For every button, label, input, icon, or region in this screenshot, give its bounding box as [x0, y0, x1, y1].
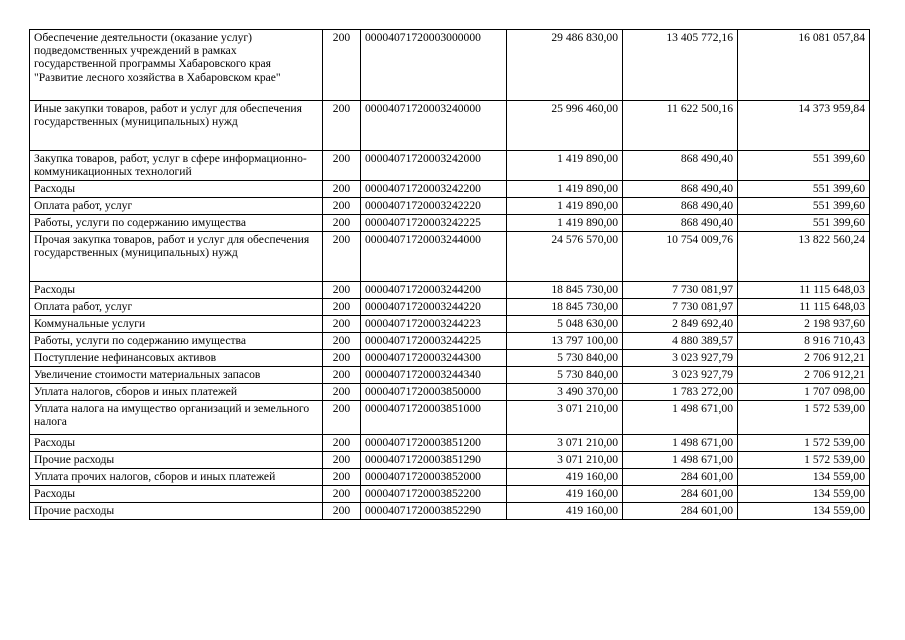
cell-executed-amount: 7 730 081,97: [623, 299, 738, 316]
cell-approved-amount: 3 071 210,00: [507, 452, 623, 469]
cell-executed-amount: 3 023 927,79: [623, 350, 738, 367]
cell-approved-amount: 1 419 890,00: [507, 198, 623, 215]
budget-execution-table: [29, 29, 870, 520]
cell-line-code: 200: [323, 401, 361, 435]
cell-line-code: 200: [323, 316, 361, 333]
cell-executed-amount: 10 754 009,76: [623, 232, 738, 282]
cell-executed-amount: 868 490,40: [623, 151, 738, 181]
cell-unexecuted-amount: 14 373 959,84: [738, 101, 870, 151]
table-row: [30, 435, 870, 452]
table-row: [30, 299, 870, 316]
cell-unexecuted-amount: 1 572 539,00: [738, 435, 870, 452]
cell-unexecuted-amount: 1 572 539,00: [738, 452, 870, 469]
table-row: [30, 181, 870, 198]
cell-unexecuted-amount: 134 559,00: [738, 486, 870, 503]
cell-name: Работы, услуги по содержанию имущества: [30, 333, 323, 350]
table-row: [30, 486, 870, 503]
cell-unexecuted-amount: 551 399,60: [738, 181, 870, 198]
cell-line-code: 200: [323, 101, 361, 151]
cell-unexecuted-amount: 551 399,60: [738, 198, 870, 215]
cell-executed-amount: 284 601,00: [623, 486, 738, 503]
cell-name: Увеличение стоимости материальных запасов: [30, 367, 323, 384]
cell-name: Поступление нефинансовых активов: [30, 350, 323, 367]
cell-line-code: 200: [323, 350, 361, 367]
table-row: [30, 384, 870, 401]
cell-name: Прочая закупка товаров, работ и услуг для обеспечения государственных (муниципальных) нужд: [30, 232, 323, 282]
cell-executed-amount: 7 730 081,97: [623, 282, 738, 299]
cell-approved-amount: 24 576 570,00: [507, 232, 623, 282]
cell-line-code: 200: [323, 30, 361, 101]
cell-budget-classification-code: 00004071720003244225: [361, 333, 507, 350]
cell-budget-classification-code: 00004071720003244000: [361, 232, 507, 282]
cell-line-code: 200: [323, 282, 361, 299]
cell-line-code: 200: [323, 452, 361, 469]
table-row: [30, 151, 870, 181]
cell-budget-classification-code: 00004071720003242225: [361, 215, 507, 232]
cell-budget-classification-code: 00004071720003000000: [361, 30, 507, 101]
cell-line-code: 200: [323, 232, 361, 282]
cell-name: Оплата работ, услуг: [30, 198, 323, 215]
cell-executed-amount: 11 622 500,16: [623, 101, 738, 151]
cell-unexecuted-amount: 13 822 560,24: [738, 232, 870, 282]
cell-name: Иные закупки товаров, работ и услуг для обеспечения государственных (муниципальных) нужд: [30, 101, 323, 151]
cell-executed-amount: 868 490,40: [623, 198, 738, 215]
cell-budget-classification-code: 00004071720003851200: [361, 435, 507, 452]
cell-executed-amount: 868 490,40: [623, 215, 738, 232]
cell-line-code: 200: [323, 215, 361, 232]
cell-approved-amount: 13 797 100,00: [507, 333, 623, 350]
cell-name: Прочие расходы: [30, 452, 323, 469]
cell-budget-classification-code: 00004071720003244223: [361, 316, 507, 333]
cell-unexecuted-amount: 11 115 648,03: [738, 299, 870, 316]
cell-executed-amount: 4 880 389,57: [623, 333, 738, 350]
cell-budget-classification-code: 00004071720003244300: [361, 350, 507, 367]
table-row: [30, 101, 870, 151]
cell-approved-amount: 419 160,00: [507, 486, 623, 503]
table-row: [30, 452, 870, 469]
cell-executed-amount: 1 498 671,00: [623, 452, 738, 469]
cell-name: Прочие расходы: [30, 503, 323, 520]
cell-unexecuted-amount: 1 572 539,00: [738, 401, 870, 435]
cell-line-code: 200: [323, 503, 361, 520]
cell-executed-amount: 1 783 272,00: [623, 384, 738, 401]
cell-name: Оплата работ, услуг: [30, 299, 323, 316]
table-row: [30, 232, 870, 282]
cell-executed-amount: 13 405 772,16: [623, 30, 738, 101]
cell-unexecuted-amount: 134 559,00: [738, 503, 870, 520]
table-row: [30, 198, 870, 215]
cell-executed-amount: 868 490,40: [623, 181, 738, 198]
cell-budget-classification-code: 00004071720003852200: [361, 486, 507, 503]
cell-budget-classification-code: 00004071720003852290: [361, 503, 507, 520]
table-row: [30, 215, 870, 232]
cell-executed-amount: 2 849 692,40: [623, 316, 738, 333]
cell-line-code: 200: [323, 299, 361, 316]
cell-approved-amount: 5 730 840,00: [507, 367, 623, 384]
cell-line-code: 200: [323, 181, 361, 198]
cell-approved-amount: 3 490 370,00: [507, 384, 623, 401]
cell-approved-amount: 1 419 890,00: [507, 215, 623, 232]
cell-name: Расходы: [30, 282, 323, 299]
cell-approved-amount: 18 845 730,00: [507, 282, 623, 299]
cell-budget-classification-code: 00004071720003240000: [361, 101, 507, 151]
cell-unexecuted-amount: 2 706 912,21: [738, 350, 870, 367]
cell-unexecuted-amount: 134 559,00: [738, 469, 870, 486]
cell-budget-classification-code: 00004071720003244340: [361, 367, 507, 384]
table-row: [30, 367, 870, 384]
cell-approved-amount: 29 486 830,00: [507, 30, 623, 101]
cell-line-code: 200: [323, 486, 361, 503]
cell-budget-classification-code: 00004071720003244200: [361, 282, 507, 299]
cell-executed-amount: 284 601,00: [623, 469, 738, 486]
cell-name: Работы, услуги по содержанию имущества: [30, 215, 323, 232]
cell-line-code: 200: [323, 151, 361, 181]
cell-name: Расходы: [30, 486, 323, 503]
table-row: [30, 503, 870, 520]
cell-unexecuted-amount: 551 399,60: [738, 151, 870, 181]
table-row: [30, 333, 870, 350]
cell-budget-classification-code: 00004071720003242220: [361, 198, 507, 215]
cell-approved-amount: 18 845 730,00: [507, 299, 623, 316]
table-row: [30, 401, 870, 435]
cell-name: Обеспечение деятельности (оказание услуг) подведомственных учреждений в рамках государственной программы Хабаровского края "Развитие лесного хозяйства в Хабаровском крае": [30, 30, 323, 101]
cell-budget-classification-code: 00004071720003242200: [361, 181, 507, 198]
cell-name: Расходы: [30, 181, 323, 198]
cell-approved-amount: 5 730 840,00: [507, 350, 623, 367]
cell-budget-classification-code: 00004071720003242000: [361, 151, 507, 181]
cell-budget-classification-code: 00004071720003852000: [361, 469, 507, 486]
cell-budget-classification-code: 00004071720003851000: [361, 401, 507, 435]
cell-approved-amount: 419 160,00: [507, 503, 623, 520]
cell-budget-classification-code: 00004071720003851290: [361, 452, 507, 469]
cell-name: Уплата прочих налогов, сборов и иных платежей: [30, 469, 323, 486]
cell-approved-amount: 419 160,00: [507, 469, 623, 486]
cell-budget-classification-code: 00004071720003850000: [361, 384, 507, 401]
cell-name: Уплата налога на имущество организаций и земельного налога: [30, 401, 323, 435]
table-row: [30, 30, 870, 101]
cell-approved-amount: 3 071 210,00: [507, 435, 623, 452]
cell-unexecuted-amount: 16 081 057,84: [738, 30, 870, 101]
cell-name: Уплата налогов, сборов и иных платежей: [30, 384, 323, 401]
cell-line-code: 200: [323, 367, 361, 384]
cell-executed-amount: 284 601,00: [623, 503, 738, 520]
cell-executed-amount: 1 498 671,00: [623, 435, 738, 452]
table-row: [30, 469, 870, 486]
cell-line-code: 200: [323, 333, 361, 350]
cell-executed-amount: 1 498 671,00: [623, 401, 738, 435]
cell-unexecuted-amount: 2 198 937,60: [738, 316, 870, 333]
cell-budget-classification-code: 00004071720003244220: [361, 299, 507, 316]
cell-line-code: 200: [323, 198, 361, 215]
cell-executed-amount: 3 023 927,79: [623, 367, 738, 384]
table-row: [30, 282, 870, 299]
table-row: [30, 350, 870, 367]
cell-line-code: 200: [323, 469, 361, 486]
table-row: [30, 316, 870, 333]
table-body: [30, 30, 870, 520]
cell-unexecuted-amount: 8 916 710,43: [738, 333, 870, 350]
cell-name: Коммунальные услуги: [30, 316, 323, 333]
cell-unexecuted-amount: 11 115 648,03: [738, 282, 870, 299]
cell-approved-amount: 1 419 890,00: [507, 181, 623, 198]
cell-line-code: 200: [323, 435, 361, 452]
cell-name: Расходы: [30, 435, 323, 452]
cell-approved-amount: 25 996 460,00: [507, 101, 623, 151]
cell-unexecuted-amount: 551 399,60: [738, 215, 870, 232]
cell-name: Закупка товаров, работ, услуг в сфере информационно-коммуникационных технологий: [30, 151, 323, 181]
cell-line-code: 200: [323, 384, 361, 401]
cell-unexecuted-amount: 2 706 912,21: [738, 367, 870, 384]
cell-approved-amount: 3 071 210,00: [507, 401, 623, 435]
cell-unexecuted-amount: 1 707 098,00: [738, 384, 870, 401]
cell-approved-amount: 5 048 630,00: [507, 316, 623, 333]
cell-approved-amount: 1 419 890,00: [507, 151, 623, 181]
